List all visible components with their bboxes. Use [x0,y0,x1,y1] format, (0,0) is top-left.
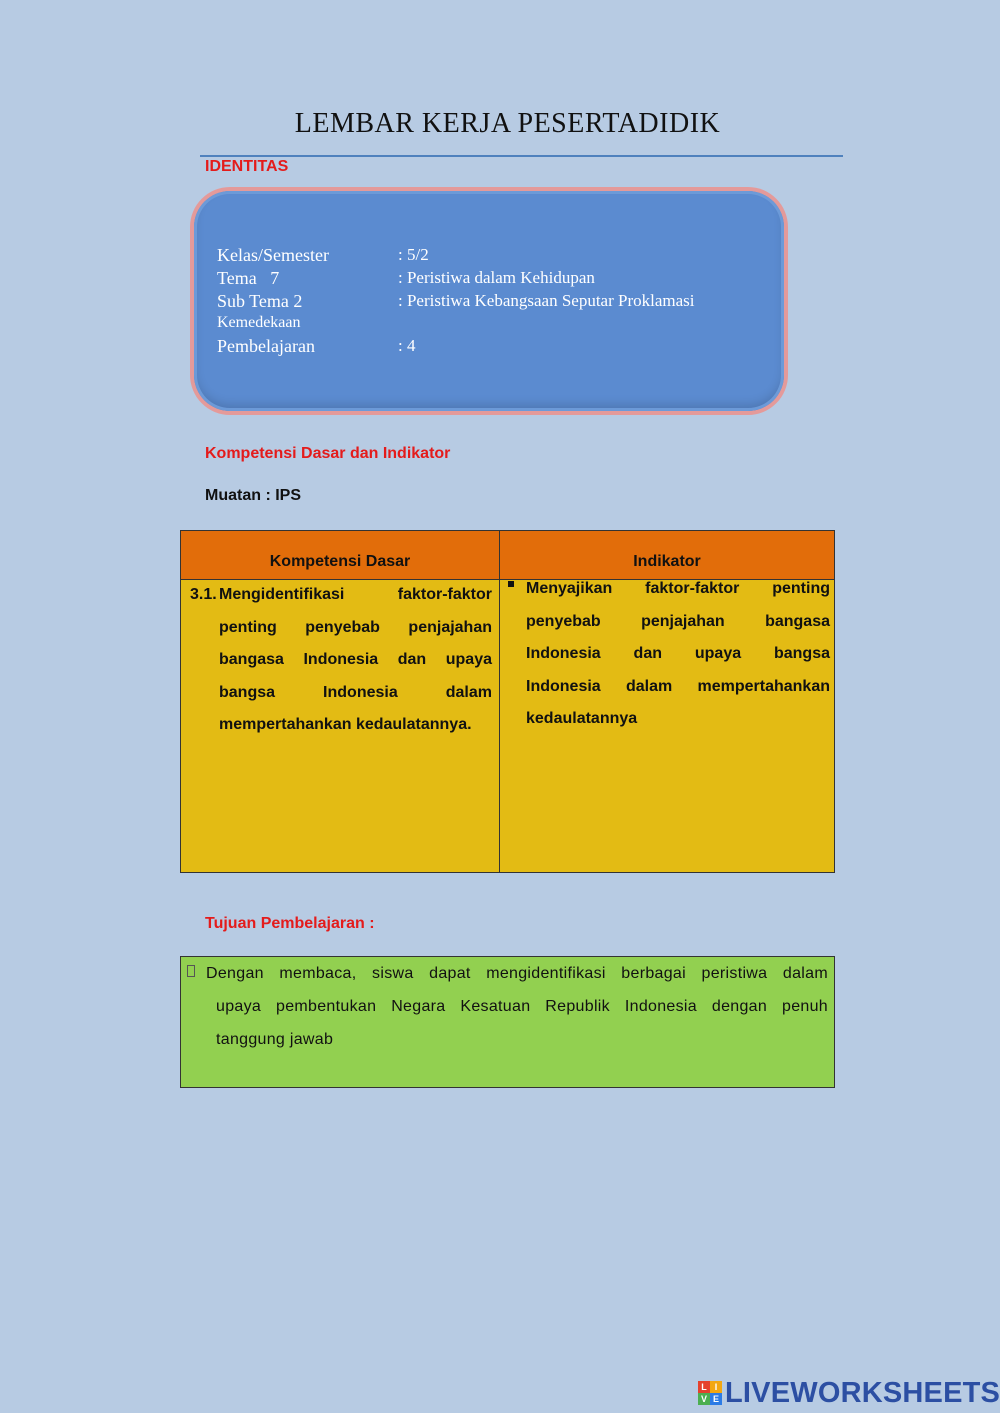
subject-label: Muatan : IPS [205,487,302,504]
goals-heading: Tujuan Pembelajaran : [205,915,375,932]
identity-label: Sub Tema 2 [217,291,303,311]
logo-letter: L [698,1381,710,1393]
identity-value: : 4 [398,336,416,355]
kd-line: penting penyebab penjajahan [219,618,492,636]
competency-heading: Kompetensi Dasar dan Indikator [205,445,451,462]
identity-value: : Peristiwa Kebangsaan Seputar Proklamasi [398,291,695,310]
identity-row-subtheme-wrap [217,314,757,336]
identity-value: : Peristiwa dalam Kehidupan [398,268,595,287]
square-bullet-icon [508,581,514,587]
indikator-line: kedaulatannya [526,710,638,727]
identity-row-class [217,245,757,268]
title-underline [200,155,843,157]
identity-details [217,245,757,359]
identity-heading: IDENTITAS [205,158,289,175]
goal-line: tanggung jawab [216,1031,334,1048]
logo-letter: I [710,1381,722,1393]
identity-label: Pembelajaran [217,336,315,356]
table-header-kd: Kompetensi Dasar [181,531,500,579]
kd-number: 3.1. [190,586,217,603]
indikator-cell [526,573,830,736]
identity-row-lesson [217,336,757,359]
identity-label: Kelas/Semester [217,245,329,265]
goal-line: upaya pembentukan Negara Kesatuan Republik Indonesia dengan penuh [216,998,828,1015]
kd-line: Mengidentifikasi faktor-faktor [219,586,492,603]
square-bullet-icon [187,965,195,977]
logo-letter: E [710,1393,722,1405]
indikator-line: Indonesia dalam mempertahankan [526,677,830,695]
liveworksheets-logo-icon [698,1381,722,1405]
brand-name: LIVEWORKSHEETS [725,1376,1000,1409]
logo-letter: V [698,1393,710,1405]
goal-line: Dengan membaca, siswa dapat mengidentifikasi berbagai peristiwa dalam [206,965,828,982]
identity-value: : 5/2 [398,245,429,264]
identity-label: Tema 7 [217,268,280,288]
liveworksheets-brand [698,1378,1000,1408]
page-title: LEMBAR KERJA PESERTADIDIK [294,108,721,139]
kd-line: mempertahankan kedaulatannya. [219,716,472,733]
indikator-line: penyebab penjajahan bangasa [526,612,830,630]
kd-line: bangasa Indonesia dan upaya [219,651,492,668]
competency-table [180,530,835,873]
table-column-divider [499,531,500,872]
identity-row-subtheme [217,291,757,314]
indikator-line: Indonesia dan upaya bangsa [526,645,830,662]
identity-label: Kemedekaan [217,314,301,331]
table-header-indikator: Indikator [500,531,834,579]
indikator-line: Menyajikan faktor-faktor penting [526,580,830,597]
goals-text [206,957,828,1056]
identity-row-theme [217,268,757,291]
goals-box [180,956,835,1088]
kd-cell [219,579,492,742]
kd-line: bangsa Indonesia dalam [219,683,492,701]
